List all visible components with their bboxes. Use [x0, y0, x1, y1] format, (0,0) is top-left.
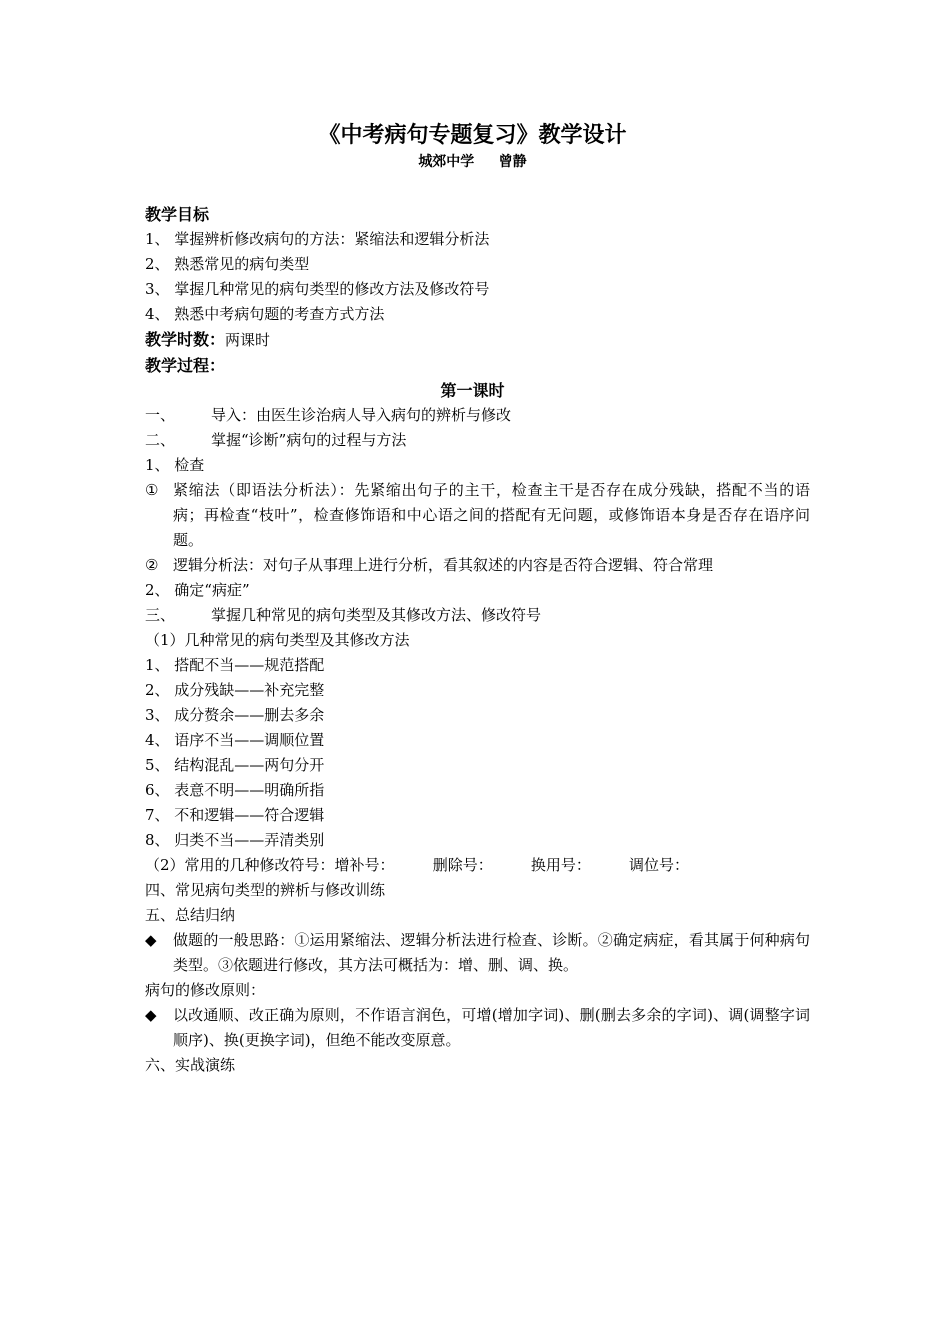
method-item: [145, 478, 810, 553]
method-item: [145, 553, 810, 578]
type-item: 3、 成分赘余——删去多余: [145, 706, 325, 724]
step-check: 1、 检查: [145, 456, 205, 474]
section-text: 掌握“诊断”病句的过程与方法: [211, 431, 407, 449]
method-text: 紧缩法（即语法分析法）：先紧缩出句子的主干，检查主干是否存在成分残缺，搭配不当的语病；再检查“枝叶”，检查修饰语和中心语之间的搭配有无问题，或修饰语本身是否存在语序问题。: [173, 481, 810, 549]
goal-item: 2、 熟悉常见的病句类型: [145, 255, 310, 273]
summary-item: [145, 1003, 810, 1053]
principle-heading: 病句的修改原则：: [145, 981, 266, 999]
summary-text: 以改通顺、改正确为原则，不作语言润色，可增(增加字词)、删(删去多余的字词)、调(调整字词顺序)、换(更换字词)，但绝不能改变原意。: [173, 1006, 810, 1049]
step-confirm: 2、 确定“病症”: [145, 581, 250, 599]
method-number: ②: [145, 556, 159, 574]
type-item: 1、 搭配不当——规范搭配: [145, 656, 325, 674]
section-number: 二、: [145, 431, 176, 449]
process-heading: 教学过程：: [145, 356, 226, 375]
section-heading: 五、总结归纳: [145, 906, 236, 924]
summary-item: [145, 928, 810, 978]
subsection-heading: （1）几种常见的病句类型及其修改方法: [145, 631, 410, 649]
type-item: 6、 表意不明——明确所指: [145, 781, 325, 799]
type-item: 4、 语序不当——调顺位置: [145, 731, 325, 749]
method-number: ①: [145, 481, 159, 499]
lesson-title: 第一课时: [440, 381, 505, 400]
hours-value: 两课时: [225, 331, 271, 349]
section-item: [145, 428, 810, 453]
author-line: 城郊中学 曾静: [418, 154, 527, 170]
page-title: 《中考病句专题复习》教学设计: [318, 122, 627, 148]
section-text: 掌握几种常见的病句类型及其修改方法、修改符号: [211, 606, 542, 624]
type-item: 2、 成分残缺——补充完整: [145, 681, 325, 699]
section-item: [145, 403, 810, 428]
bullet-icon: ◆: [145, 931, 157, 949]
hours-line: [145, 327, 810, 353]
section-heading: 四、常见病句类型的辨析与修改训练: [145, 881, 386, 899]
summary-text: 做题的一般思路：①运用紧缩法、逻辑分析法进行检查、诊断。②确定病症，看其属于何种病句类型。③依题进行修改，其方法可概括为：增、删、调、换。: [173, 931, 810, 974]
section-text: 导入：由医生诊治病人导入病句的辨析与修改: [211, 406, 512, 424]
section-item: [145, 603, 810, 628]
type-item: 5、 结构混乱——两句分开: [145, 756, 325, 774]
goal-item: 4、 熟悉中考病句题的考查方式方法: [145, 305, 385, 323]
symbols-line: （2）常用的几种修改符号：增补号： 删除号： 换用号： 调位号：: [145, 856, 689, 874]
document-page: [145, 118, 810, 1078]
goal-item: 1、 掌握辨析修改病句的方法：紧缩法和逻辑分析法: [145, 230, 490, 248]
type-item: 7、 不和逻辑——符合逻辑: [145, 806, 325, 824]
bullet-icon: ◆: [145, 1006, 157, 1024]
type-item: 8、 归类不当——弄清类别: [145, 831, 325, 849]
goal-item: 3、 掌握几种常见的病句类型的修改方法及修改符号: [145, 280, 490, 298]
section-number: 一、: [145, 406, 176, 424]
goals-heading: 教学目标: [145, 205, 210, 224]
section-number: 三、: [145, 606, 176, 624]
method-text: 逻辑分析法：对句子从事理上进行分析，看其叙述的内容是否符合逻辑、符合常理: [173, 556, 714, 574]
hours-label: 教学时数：: [145, 330, 226, 349]
section-heading: 六、实战演练: [145, 1056, 236, 1074]
